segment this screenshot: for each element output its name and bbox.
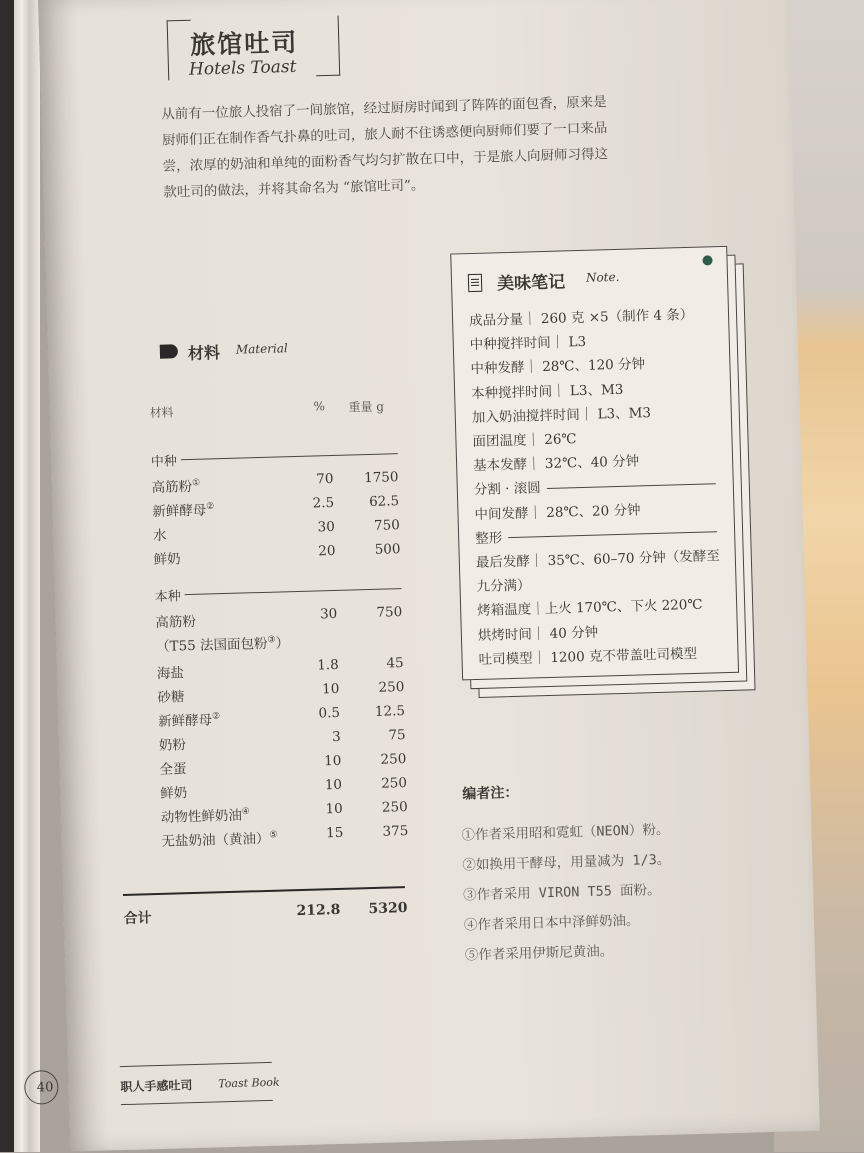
ingredient-weight: 750 <box>373 517 401 534</box>
note-item: 本种搅拌时间｜ L3、M3 <box>470 381 624 402</box>
ingredient-weight: 1750 <box>363 469 399 487</box>
note-item: 面团温度｜ 26℃ <box>472 431 577 451</box>
notepad-icon <box>468 274 482 292</box>
ingredient-weight: 500 <box>374 541 401 558</box>
editor-notes <box>461 815 673 971</box>
book-spine <box>0 0 14 1152</box>
ingredient-percent: 30 <box>319 605 338 623</box>
ingredient-note-text: ） <box>275 635 290 652</box>
page-number: 40 <box>24 1070 59 1105</box>
ingredient-percent: 10 <box>321 680 340 698</box>
note-item: 烘烤时间｜ 40 分钟 <box>477 624 599 644</box>
ingredient-percent: 2.5 <box>312 494 335 512</box>
ingredient-percent: 10 <box>323 752 342 770</box>
ingredient-name: 海盐 <box>156 665 185 682</box>
ingredient-name: 全蛋 <box>159 761 187 778</box>
column-header-weight: 重量 g <box>348 399 385 415</box>
ingredient-percent: 10 <box>324 776 343 794</box>
editor-note: ⑤作者采用伊斯尼黄油。 <box>464 943 614 964</box>
ingredient-percent: 0.5 <box>318 704 341 722</box>
ingredient-name: 动物性鲜奶油④ <box>160 806 250 826</box>
material-heading-cn: 材料 <box>187 343 221 363</box>
title-frame <box>167 16 341 81</box>
column-header-pct: % <box>313 399 326 414</box>
intro-paragraph <box>161 86 729 206</box>
footnote-marker: ② <box>211 711 221 722</box>
ingredient-percent: 30 <box>317 518 336 536</box>
card-front <box>450 246 739 681</box>
editor-title: 编者注： <box>462 784 519 803</box>
tag-icon <box>160 344 178 358</box>
intro-line: 厨师们正在制作香气扑鼻的吐司，旅人耐不住诱惑便向厨师们要了一口来品 <box>161 120 608 149</box>
note-step-label: 整形 <box>474 530 503 547</box>
footnote-marker: ⑤ <box>269 830 278 841</box>
total-percent: 212.8 <box>296 901 341 920</box>
ingredient-percent: 3 <box>331 728 341 746</box>
footer-book-title-en: Toast Book <box>218 1075 280 1091</box>
note-item: 最后发酵｜ 35℃、60–70 分钟（发酵至九分满） <box>475 548 720 596</box>
ingredient-weight: 250 <box>378 679 405 696</box>
ingredient-name: 鲜奶 <box>153 551 181 568</box>
book-page <box>38 0 820 1152</box>
intro-line: 从前有一位旅人投宿了一间旅馆，经过厨房时闻到了阵阵的面包香，原来是 <box>161 94 607 123</box>
note-card <box>450 245 762 693</box>
total-label: 合计 <box>123 910 152 927</box>
ingredient-weight: 12.5 <box>374 703 406 720</box>
total-divider <box>123 886 405 896</box>
ingredient-weight: 75 <box>388 727 406 744</box>
ingredient-weight: 45 <box>386 655 404 672</box>
ingredient-weight: 62.5 <box>368 493 400 510</box>
footer-book-title: 职人手感吐司 <box>120 1078 193 1095</box>
note-step-divider <box>508 532 717 539</box>
ingredient-name: 无盐奶油（黄油）⑤ <box>161 830 278 850</box>
ingredient-name: 新鲜酵母② <box>152 501 215 521</box>
section-divider <box>181 453 398 460</box>
ingredient-name: 高筋粉① <box>151 478 201 497</box>
ingredient-percent: 15 <box>325 824 344 842</box>
note-step-label: 分割 · 滚圆 <box>473 480 541 499</box>
note-item: 中间发酵｜ 28℃、20 分钟 <box>474 502 641 523</box>
ingredient-percent: 10 <box>325 800 343 818</box>
ingredient-name: 砂糖 <box>157 689 185 706</box>
ingredient-name: 新鲜酵母② <box>157 711 221 730</box>
editor-note: ②如换用干酵母，用量减为 1/3。 <box>462 851 671 874</box>
note-item: 中种发酵｜ 28℃、120 分钟 <box>470 356 646 378</box>
pin-icon <box>702 255 712 265</box>
intro-line: 尝，浓厚的奶油和单纯的面粉香气均匀扩散在口中，于是旅人向厨师习得这 <box>162 146 609 175</box>
footnote-marker: ③ <box>267 635 276 646</box>
note-step-divider <box>547 483 716 489</box>
ingredient-note <box>156 631 290 655</box>
note-item: 加入奶油搅拌时间｜ L3、M3 <box>471 404 652 426</box>
ingredient-weight: 250 <box>381 775 408 792</box>
ingredient-weight: 250 <box>380 751 407 768</box>
section-label: 本种 <box>154 589 181 605</box>
column-header-name: 材料 <box>149 405 174 421</box>
footnote-marker: ④ <box>241 806 250 818</box>
note-item: 吐司模型｜ 1200 克不带盖吐司模型 <box>478 645 698 668</box>
ingredient-percent: 1.8 <box>316 656 339 674</box>
footer-divider <box>121 1100 273 1105</box>
section-label: 中种 <box>150 454 178 471</box>
note-title-en: Note. <box>585 269 620 285</box>
ingredient-name: 水 <box>152 527 167 544</box>
editor-note: ③作者采用 VIRON T55 面粉。 <box>462 881 661 904</box>
note-item: 成品分量｜ 260 克 ×5（制作 4 条） <box>468 306 694 330</box>
ingredient-weight: 375 <box>382 822 409 840</box>
ingredient-note-text: （T55 法国面包粉 <box>155 635 268 655</box>
footer-divider <box>120 1062 272 1067</box>
editor-note: ④作者采用日本中泽鲜奶油。 <box>463 912 640 934</box>
book-page-edges <box>14 0 40 1152</box>
ingredient-percent: 70 <box>316 470 334 488</box>
note-item: 中种搅拌时间｜ L3 <box>469 334 587 354</box>
ingredient-weight: 250 <box>381 798 408 816</box>
ingredient-name: 奶粉 <box>158 737 187 754</box>
note-item: 烤箱温度｜上火 170℃、下火 220℃ <box>477 597 703 620</box>
note-title: 美味笔记 <box>496 272 566 295</box>
note-item: 基本发酵｜ 32℃、40 分钟 <box>472 453 640 475</box>
page-title: 旅馆吐司 <box>189 27 299 60</box>
section-divider <box>185 588 402 595</box>
footnote-marker: ① <box>191 478 201 489</box>
editor-note: ①作者采用昭和霓虹（NEON）粉。 <box>461 821 670 844</box>
ingredient-name: 高筋粉 <box>155 613 197 631</box>
footnote-marker: ② <box>206 501 215 512</box>
ingredient-name: 鲜奶 <box>159 785 188 802</box>
note-list <box>469 302 729 672</box>
page-subtitle: Hotels Toast <box>188 56 297 80</box>
ingredient-weight: 750 <box>376 604 403 621</box>
ingredient-percent: 20 <box>318 542 336 560</box>
table-row <box>55 604 415 634</box>
total-weight: 5320 <box>368 900 408 918</box>
material-heading-en: Material <box>235 341 288 357</box>
intro-line: 款吐司的做法，并将其命名为 “旅馆吐司”。 <box>163 177 425 201</box>
